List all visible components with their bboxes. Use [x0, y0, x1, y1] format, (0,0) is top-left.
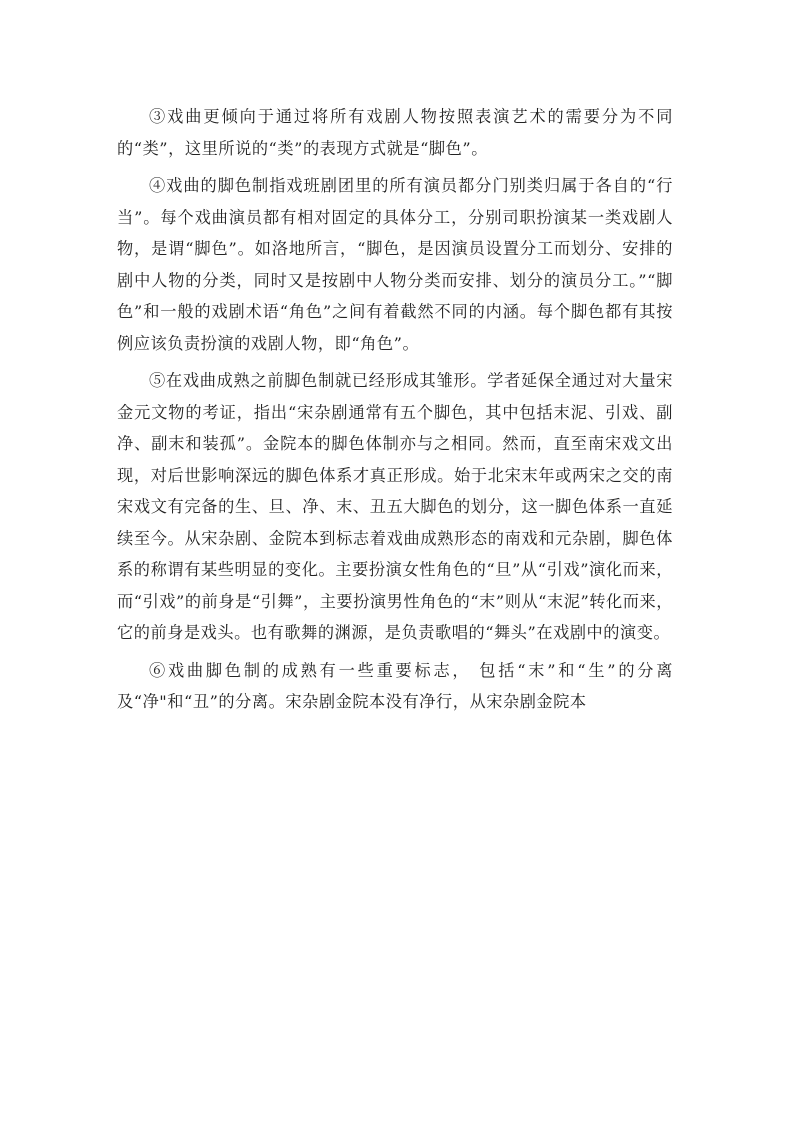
document-body	[117, 101, 673, 724]
paragraph-5: ⑤在戏曲成熟之前脚色制就已经形成其雏形。学者延保全通过对大量宋金元文物的考证，指出“宋杂剧通常有五个脚色，其中包括末泥、引戏、副净、副末和装孤”。金院本的脚色体制亦与之相同。然而，直至南宋戏文出现，对后世影响深远的脚色体系才真正形成。始于北宋末年或两宋之交的南宋戏文有完备的生、旦、净、末、丑五大脚色的划分，这一脚色体系一直延续至今。从宋杂剧、金院本到标志着戏曲成熟形态的南戏和元杂剧，脚色体系的称谓有某些明显的变化。主要扮演女性角色的“旦”从“引戏”演化而来，而“引戏”的前身是“引舞”，主要扮演男性角色的“末”则从“末泥”转化而来，它的前身是戏头。也有歌舞的渊源，是负责歌唱的“舞头”在戏剧中的演变。	[117, 371, 673, 642]
paragraph-6: ⑥戏曲脚色制的成熟有一些重要标志， 包括“末”和“生”的分离及“净"和“丑”的分离。宋杂剧金院本没有净行，从宋杂剧金院本	[117, 660, 673, 711]
paragraph-4: ④戏曲的脚色制指戏班剧团里的所有演员都分门别类归属于各自的“行当”。每个戏曲演员都有相对固定的具体分工，分别司职扮演某一类戏剧人物，是谓“脚色”。如洛地所言，“脚色，是因演员设置分工而划分、安排的剧中人物的分类，同时又是按剧中人物分类而安排、划分的演员分工。”“脚色”和一般的戏剧术语“角色”之间有着截然不同的内涵。每个脚色都有其按例应该负责扮演的戏剧人物，即“角色”。	[117, 176, 673, 353]
paragraph-3: ③戏曲更倾向于通过将所有戏剧人物按照表演艺术的需要分为不同的“类”，这里所说的“类”的表现方式就是“脚色”。	[117, 107, 673, 158]
